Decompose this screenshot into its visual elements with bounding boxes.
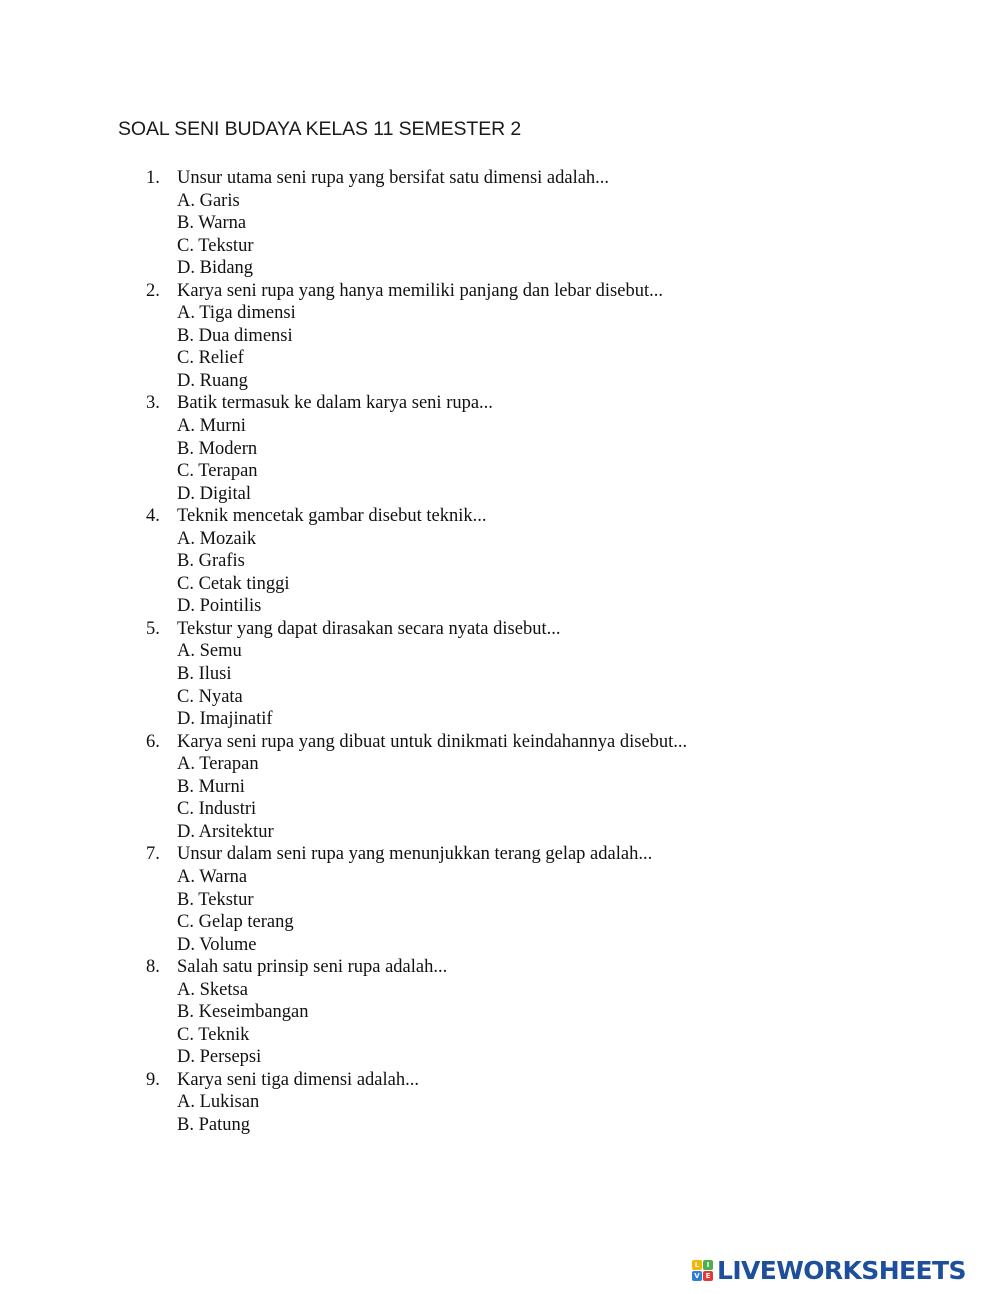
logo-square: I bbox=[703, 1260, 713, 1270]
answer-options bbox=[146, 1091, 687, 1136]
question-line bbox=[146, 392, 687, 415]
question-line bbox=[146, 167, 687, 190]
answer-option: D. Imajinatif bbox=[177, 709, 273, 730]
answer-options bbox=[146, 640, 687, 730]
logo-square: E bbox=[703, 1271, 713, 1281]
question-item bbox=[146, 618, 687, 731]
answer-option: B. Warna bbox=[177, 213, 247, 234]
answer-options bbox=[146, 415, 687, 505]
answer-options bbox=[146, 528, 687, 618]
liveworksheets-logo-icon bbox=[692, 1260, 713, 1281]
question-item bbox=[146, 1069, 687, 1137]
question-text: Salah satu prinsip seni rupa adalah... bbox=[177, 957, 448, 978]
question-text: Karya seni rupa yang dibuat untuk dinikmati keindahannya disebut... bbox=[177, 731, 688, 752]
answer-options bbox=[146, 753, 687, 843]
answer-option: D. Arsitektur bbox=[177, 821, 274, 842]
question-list bbox=[146, 167, 687, 1137]
question-item bbox=[146, 280, 687, 393]
logo-square: L bbox=[692, 1260, 702, 1270]
answer-option: B. Grafis bbox=[177, 551, 245, 572]
answer-option: B. Tekstur bbox=[177, 889, 254, 910]
question-text: Unsur dalam seni rupa yang menunjukkan terang gelap adalah... bbox=[177, 844, 653, 865]
answer-option: A. Tiga dimensi bbox=[177, 303, 296, 324]
question-item bbox=[146, 843, 687, 956]
answer-options bbox=[146, 302, 687, 392]
answer-option: A. Warna bbox=[177, 866, 248, 887]
liveworksheets-logo-text: LIVEWORKSHEETS bbox=[717, 1255, 966, 1285]
answer-option: C. Gelap terang bbox=[177, 912, 294, 933]
answer-option: A. Terapan bbox=[177, 754, 259, 775]
answer-option: C. Relief bbox=[177, 348, 244, 369]
question-text: Karya seni tiga dimensi adalah... bbox=[177, 1069, 419, 1090]
question-number: 7. bbox=[146, 844, 160, 865]
answer-option: A. Sketsa bbox=[177, 979, 248, 1000]
answer-option: C. Nyata bbox=[177, 686, 243, 707]
answer-option: A. Semu bbox=[177, 641, 242, 662]
question-line bbox=[146, 280, 687, 303]
answer-options bbox=[146, 979, 687, 1069]
answer-option: B. Keseimbangan bbox=[177, 1002, 309, 1023]
answer-option: B. Patung bbox=[177, 1114, 250, 1135]
answer-option: C. Industri bbox=[177, 799, 257, 820]
answer-option: C. Tekstur bbox=[177, 235, 254, 256]
answer-option: A. Murni bbox=[177, 416, 246, 437]
question-item bbox=[146, 956, 687, 1069]
answer-option: D. Ruang bbox=[177, 370, 248, 391]
question-number: 2. bbox=[146, 280, 160, 301]
liveworksheets-logo bbox=[692, 1252, 966, 1288]
question-item bbox=[146, 505, 687, 618]
answer-option: D. Volume bbox=[177, 934, 257, 955]
answer-option: B. Murni bbox=[177, 776, 245, 797]
page-title: SOAL SENI BUDAYA KELAS 11 SEMESTER 2 bbox=[118, 118, 522, 140]
question-item bbox=[146, 167, 687, 280]
question-number: 5. bbox=[146, 618, 160, 639]
question-text: Batik termasuk ke dalam karya seni rupa... bbox=[177, 393, 493, 414]
answer-option: B. Modern bbox=[177, 438, 258, 459]
answer-option: C. Cetak tinggi bbox=[177, 573, 290, 594]
question-line bbox=[146, 843, 687, 866]
answer-options bbox=[146, 866, 687, 956]
question-line bbox=[146, 618, 687, 641]
answer-option: A. Lukisan bbox=[177, 1092, 260, 1113]
question-item bbox=[146, 731, 687, 844]
answer-option: D. Persepsi bbox=[177, 1047, 262, 1068]
question-line bbox=[146, 505, 687, 528]
answer-option: A. Mozaik bbox=[177, 528, 257, 549]
answer-option: C. Terapan bbox=[177, 461, 258, 482]
answer-option: A. Garis bbox=[177, 190, 240, 211]
answer-option: D. Pointilis bbox=[177, 596, 262, 617]
answer-option: D. Digital bbox=[177, 483, 251, 504]
answer-option: C. Teknik bbox=[177, 1024, 250, 1045]
question-text: Tekstur yang dapat dirasakan secara nyata disebut... bbox=[177, 618, 561, 639]
question-text: Teknik mencetak gambar disebut teknik... bbox=[177, 506, 487, 527]
question-line bbox=[146, 956, 687, 979]
question-number: 4. bbox=[146, 506, 160, 527]
question-number: 3. bbox=[146, 393, 160, 414]
question-item bbox=[146, 392, 687, 505]
answer-options bbox=[146, 190, 687, 280]
answer-option: D. Bidang bbox=[177, 258, 254, 279]
answer-option: B. Dua dimensi bbox=[177, 325, 293, 346]
question-number: 1. bbox=[146, 168, 160, 188]
question-text: Unsur utama seni rupa yang bersifat satu dimensi adalah... bbox=[177, 168, 610, 188]
question-line bbox=[146, 731, 687, 754]
question-number: 8. bbox=[146, 957, 160, 978]
logo-square: V bbox=[692, 1271, 702, 1281]
question-text: Karya seni rupa yang hanya memiliki panjang dan lebar disebut... bbox=[177, 280, 663, 301]
question-number: 6. bbox=[146, 731, 160, 752]
question-number: 9. bbox=[146, 1069, 160, 1090]
answer-option: B. Ilusi bbox=[177, 664, 232, 685]
question-line bbox=[146, 1069, 687, 1092]
